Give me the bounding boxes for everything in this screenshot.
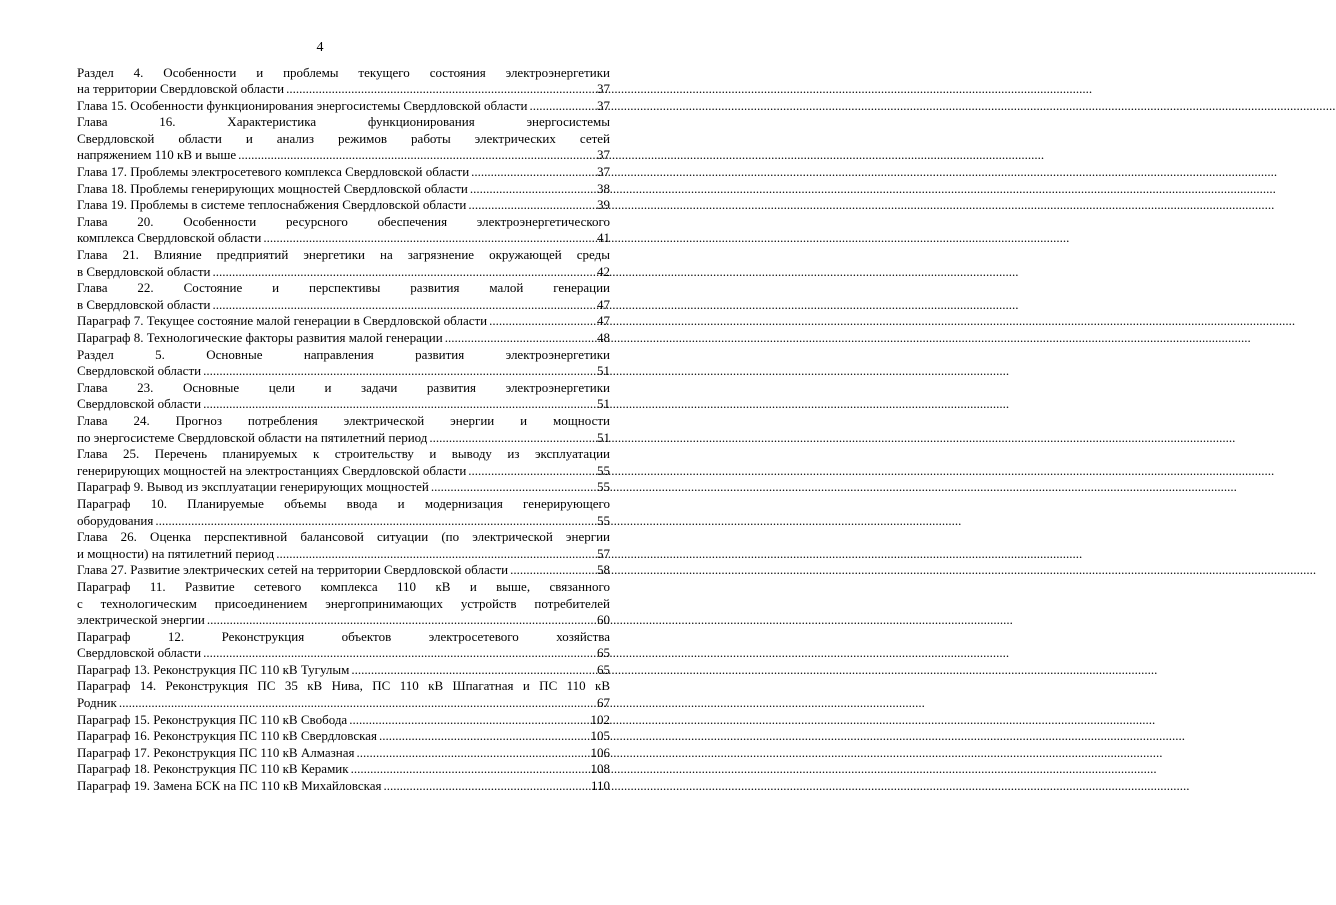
toc-entry-line: Глава 22. Состояние и перспективы развития малой генерации bbox=[77, 280, 610, 296]
toc-entry-page: 37 bbox=[597, 97, 610, 113]
toc-entry-last-line bbox=[77, 230, 610, 247]
toc-leader-dots bbox=[356, 745, 588, 762]
toc-entry[interactable] bbox=[77, 164, 610, 181]
toc-entry-title: и мощности) на пятилетний период bbox=[77, 545, 275, 561]
toc-entry[interactable] bbox=[77, 65, 610, 98]
toc-entry-last-line bbox=[77, 430, 610, 447]
toc-entry[interactable] bbox=[77, 413, 610, 446]
toc-entry-last-line bbox=[77, 181, 610, 198]
toc-entry-last-line bbox=[77, 197, 610, 214]
toc-entry-line: Параграф 14. Реконструкция ПС 35 кВ Нива, ПС 110 кВ Шпагатная и ПС 110 кВ bbox=[77, 678, 610, 694]
toc-leader-dots bbox=[238, 147, 595, 164]
toc-entry-page: 55 bbox=[597, 479, 610, 495]
toc-entry-title: Глава 15. Особенности функционирования энергосистемы Свердловской области bbox=[77, 97, 528, 113]
toc-entry-title: в Свердловской области bbox=[77, 296, 211, 312]
toc-entry-page: 60 bbox=[597, 612, 610, 628]
toc-entry-last-line bbox=[77, 662, 610, 679]
toc-entry-page: 65 bbox=[597, 661, 610, 677]
toc-leader-dots bbox=[429, 430, 595, 447]
toc-entry-page: 42 bbox=[597, 263, 610, 279]
toc-entry-last-line bbox=[77, 546, 610, 563]
toc-entry-page: 51 bbox=[597, 396, 610, 412]
toc-entry-title: Глава 18. Проблемы генерирующих мощностей Свердловской области bbox=[77, 180, 468, 196]
toc-entry-title: Родник bbox=[77, 695, 117, 711]
toc-leader-dots bbox=[468, 463, 595, 480]
toc-entry[interactable] bbox=[77, 678, 610, 711]
toc-entry-line: Параграф 11. Развитие сетевого комплекса 110 кВ и выше, связанного bbox=[77, 578, 610, 594]
toc-leader-dots bbox=[431, 479, 595, 496]
toc-leader-dots bbox=[489, 313, 595, 330]
toc-leader-dots bbox=[203, 396, 595, 413]
toc-entry-page: 55 bbox=[597, 462, 610, 478]
toc-leader-dots bbox=[349, 712, 588, 729]
toc-entry[interactable] bbox=[77, 579, 610, 629]
toc-entry-line: Глава 24. Прогноз потребления электрической энергии и мощности bbox=[77, 412, 610, 428]
toc-entry[interactable] bbox=[77, 728, 610, 745]
toc-entry-page: 41 bbox=[597, 230, 610, 246]
toc-entry-title: Параграф 16. Реконструкция ПС 110 кВ Свердловская bbox=[77, 728, 377, 744]
toc-leader-dots bbox=[119, 695, 595, 712]
toc-entry-page: 51 bbox=[597, 363, 610, 379]
toc-entry-last-line bbox=[77, 728, 610, 745]
toc-entry[interactable] bbox=[77, 181, 610, 198]
toc-leader-dots bbox=[470, 181, 595, 198]
toc-leader-dots bbox=[263, 230, 595, 247]
toc-entry-last-line bbox=[77, 363, 610, 380]
toc-entry-title: генерирующих мощностей на электростанциях Свердловской области bbox=[77, 462, 467, 478]
toc-entry-page: 102 bbox=[590, 711, 610, 727]
toc-entry-title: Параграф 13. Реконструкция ПС 110 кВ Тугулым bbox=[77, 661, 350, 677]
toc-entry-last-line bbox=[77, 264, 610, 281]
toc-leader-dots bbox=[383, 778, 588, 795]
toc-entry[interactable] bbox=[77, 380, 610, 413]
toc-entry-page: 37 bbox=[597, 81, 610, 97]
toc-leader-dots bbox=[471, 164, 595, 181]
toc-entry[interactable] bbox=[77, 214, 610, 247]
toc-leader-dots bbox=[212, 264, 595, 281]
toc-entry-page: 47 bbox=[597, 296, 610, 312]
toc-entry-title: Глава 27. Развитие электрических сетей на территории Свердловской области bbox=[77, 562, 509, 578]
toc-entry[interactable] bbox=[77, 280, 610, 313]
toc-entry-last-line bbox=[77, 330, 610, 347]
toc-entry-last-line bbox=[77, 396, 610, 413]
toc-entry-title: Параграф 19. Замена БСК на ПС 110 кВ Михайловская bbox=[77, 778, 382, 794]
toc-entry-page: 110 bbox=[590, 778, 610, 794]
toc-entry-title: по энергосистеме Свердловской области на пятилетний период bbox=[77, 429, 428, 445]
toc-entry-title: в Свердловской области bbox=[77, 263, 211, 279]
toc-leader-dots bbox=[379, 728, 589, 745]
toc-entry-last-line bbox=[77, 297, 610, 314]
toc-entry-last-line bbox=[77, 712, 610, 729]
toc-entry-page: 47 bbox=[597, 313, 610, 329]
toc-entry-title: Параграф 15. Реконструкция ПС 110 кВ Свобода bbox=[77, 711, 348, 727]
toc-leader-dots bbox=[351, 761, 589, 778]
toc-entry-page: 65 bbox=[597, 645, 610, 661]
toc-leader-dots bbox=[445, 330, 595, 347]
toc-entry-title: оборудования bbox=[77, 512, 154, 528]
toc-entry[interactable] bbox=[77, 562, 610, 579]
toc-entry-last-line bbox=[77, 562, 610, 579]
toc-entry-last-line bbox=[77, 645, 610, 662]
toc-entry[interactable] bbox=[77, 446, 610, 479]
toc-entry-page: 48 bbox=[597, 330, 610, 345]
toc-entry-line: Глава 23. Основные цели и задачи развития электроэнергетики bbox=[77, 379, 610, 395]
toc-entry-line: Глава 25. Перечень планируемых к строительству и выводу из эксплуатации bbox=[77, 446, 610, 462]
toc-entry-title: Параграф 9. Вывод из эксплуатации генерирующих мощностей bbox=[77, 479, 429, 495]
toc-entry[interactable] bbox=[77, 629, 610, 662]
page-number: 4 bbox=[316, 40, 324, 55]
toc-entry-page: 67 bbox=[597, 695, 610, 711]
toc-entry[interactable] bbox=[77, 114, 610, 164]
toc-entry[interactable] bbox=[77, 98, 610, 115]
toc-entry-page: 108 bbox=[590, 761, 610, 777]
toc-entry-title: электрической энергии bbox=[77, 612, 205, 628]
toc-entry-title: Параграф 18. Реконструкция ПС 110 кВ Керамик bbox=[77, 761, 349, 777]
toc-entry-page: 58 bbox=[597, 562, 610, 578]
toc-entry-last-line bbox=[77, 98, 610, 115]
toc-entry-title: комплекса Свердловской области bbox=[77, 230, 262, 246]
toc-entry-title: Параграф 7. Текущее состояние малой генерации в Свердловской области bbox=[77, 313, 488, 329]
toc-entry[interactable] bbox=[77, 247, 610, 280]
toc-entry[interactable] bbox=[77, 496, 610, 529]
toc-entry[interactable] bbox=[77, 662, 610, 679]
toc-leader-dots bbox=[286, 81, 595, 98]
document-page bbox=[0, 0, 640, 905]
toc-entry[interactable] bbox=[77, 479, 610, 496]
toc-entry[interactable] bbox=[77, 197, 610, 214]
toc-leader-dots bbox=[276, 546, 595, 563]
toc-entry-line: Глава 26. Оценка перспективной балансовой ситуации (по электрической энергии bbox=[77, 529, 610, 545]
toc-entry-line: Глава 21. Влияние предприятий энергетики на загрязнение окружающей среды bbox=[77, 247, 610, 263]
toc-entry-line: Параграф 10. Планируемые объемы ввода и модернизация генерирующего bbox=[77, 495, 610, 511]
toc-entry-page: 51 bbox=[597, 429, 610, 445]
toc-entry-last-line bbox=[77, 164, 610, 181]
toc-leader-dots bbox=[207, 612, 595, 629]
toc-entry-last-line bbox=[77, 761, 610, 778]
toc-entry-page: 57 bbox=[597, 545, 610, 561]
table-of-contents bbox=[77, 65, 610, 795]
toc-entry-title: Свердловской области bbox=[77, 363, 202, 379]
toc-entry[interactable] bbox=[77, 330, 610, 347]
toc-entry-line: Раздел 5. Основные направления развития электроэнергетики bbox=[77, 346, 610, 362]
toc-entry-line: Параграф 12. Реконструкция объектов электросетевого хозяйства bbox=[77, 628, 610, 644]
toc-entry-title: Свердловской области bbox=[77, 645, 202, 661]
toc-leader-dots bbox=[203, 645, 595, 662]
toc-leader-dots bbox=[510, 562, 595, 579]
toc-entry[interactable] bbox=[77, 761, 610, 778]
toc-entry[interactable] bbox=[77, 313, 610, 330]
toc-entry-title: Параграф 8. Технологические факторы развития малой генерации bbox=[77, 330, 443, 345]
toc-entry-last-line bbox=[77, 81, 610, 98]
toc-leader-dots bbox=[155, 513, 595, 530]
toc-entry-title: на территории Свердловской области bbox=[77, 81, 285, 97]
toc-entry-line: Глава 16. Характеристика функционирования энергосистемы bbox=[77, 114, 610, 130]
toc-leader-dots bbox=[212, 297, 595, 314]
toc-entry-title: Свердловской области bbox=[77, 396, 202, 412]
toc-entry[interactable] bbox=[77, 529, 610, 562]
toc-entry[interactable] bbox=[77, 712, 610, 729]
toc-entry-last-line bbox=[77, 479, 610, 496]
toc-entry-last-line bbox=[77, 463, 610, 480]
toc-entry[interactable] bbox=[77, 745, 610, 762]
toc-entry-last-line bbox=[77, 745, 610, 762]
toc-entry-title: Параграф 17. Реконструкция ПС 110 кВ Алмазная bbox=[77, 744, 355, 760]
toc-entry-last-line bbox=[77, 778, 610, 795]
toc-entry-line: Глава 20. Особенности ресурсного обеспечения электроэнергетического bbox=[77, 213, 610, 229]
toc-entry-title: Глава 17. Проблемы электросетевого комплекса Свердловской области bbox=[77, 164, 470, 180]
toc-entry-page: 55 bbox=[597, 512, 610, 528]
toc-entry-title: напряжением 110 кВ и выше bbox=[77, 147, 237, 163]
toc-entry-line: с технологическим присоединением энергопринимающих устройств потребителей bbox=[77, 595, 610, 611]
toc-entry-line: Раздел 4. Особенности и проблемы текущего состояния электроэнергетики bbox=[77, 64, 610, 80]
toc-entry-last-line bbox=[77, 612, 610, 629]
toc-entry-page: 37 bbox=[597, 164, 610, 180]
toc-leader-dots bbox=[203, 363, 595, 380]
toc-entry-last-line bbox=[77, 513, 610, 530]
toc-entry-title: Глава 19. Проблемы в системе теплоснабжения Свердловской области bbox=[77, 197, 467, 213]
toc-entry-last-line bbox=[77, 147, 610, 164]
toc-entry-line: Свердловской области и анализ режимов работы электрических сетей bbox=[77, 130, 610, 146]
toc-entry-page: 105 bbox=[590, 728, 610, 744]
toc-entry[interactable] bbox=[77, 347, 610, 380]
toc-entry-page: 38 bbox=[597, 180, 610, 196]
toc-leader-dots bbox=[468, 197, 595, 214]
toc-entry-last-line bbox=[77, 313, 610, 330]
toc-entry-page: 39 bbox=[597, 197, 610, 213]
toc-entry-page: 106 bbox=[590, 744, 610, 760]
toc-entry-page: 37 bbox=[597, 147, 610, 163]
toc-leader-dots bbox=[351, 662, 595, 679]
toc-leader-dots bbox=[530, 98, 595, 115]
toc-entry-last-line bbox=[77, 695, 610, 712]
toc-entry[interactable] bbox=[77, 778, 610, 795]
